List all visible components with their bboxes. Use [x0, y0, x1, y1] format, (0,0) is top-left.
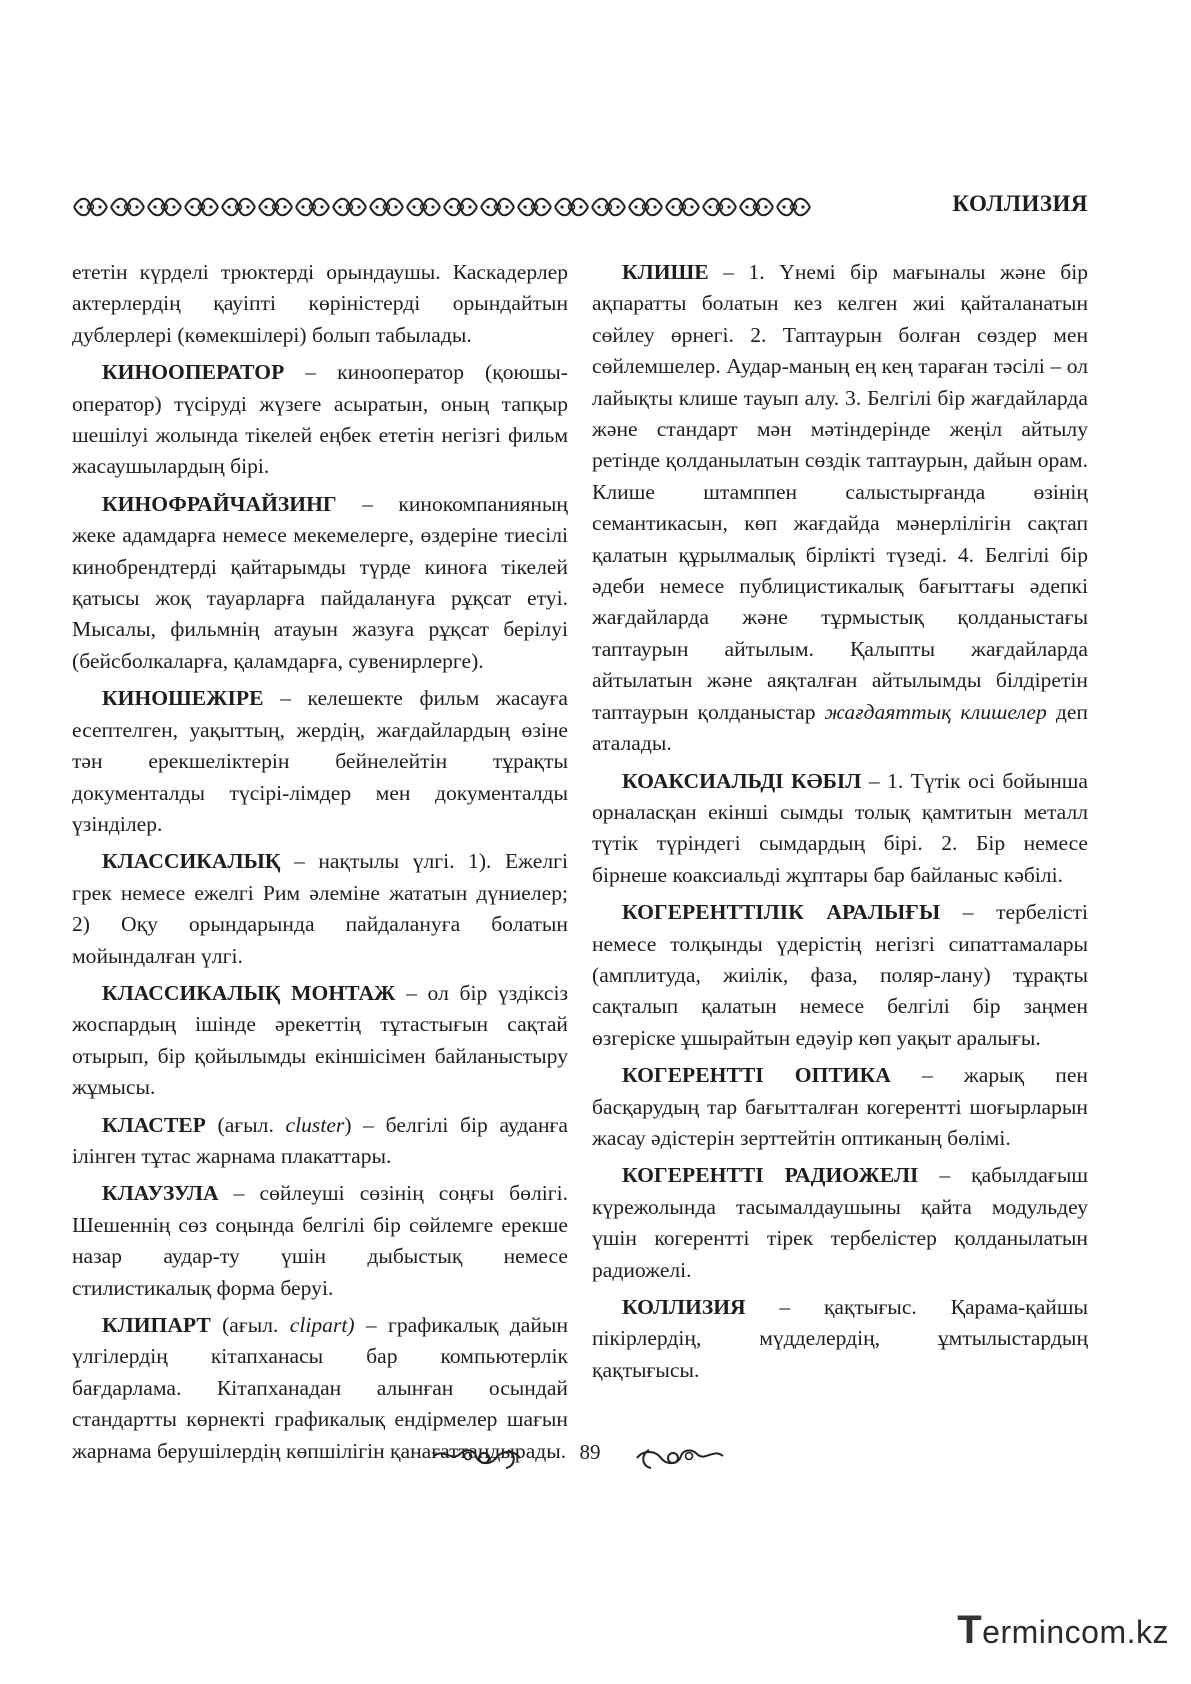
entry-text: (ағыл.	[205, 1112, 286, 1137]
entry-klassikalyk	[72, 846, 568, 972]
entry-text: деп аталады.	[592, 699, 1088, 756]
entry-italic: clipart)	[289, 1313, 355, 1337]
entry-text: – сөйлеуші сөзінің соңғы бөлігі. Шешеннің сөз соңында белгілі бір сөйлемге ерекше назар аудар-ту үшін дыбыстық немесе стилистикалық форма беруі.	[72, 1181, 568, 1300]
entry-term: КЛИПАРТ	[102, 1313, 211, 1337]
entry-continuation	[72, 257, 568, 351]
entry-text: – тербелісті немесе толқынды үдерістің негізгі сипаттамалары (амплитуда, жиілік, фаза, поляр-лану) тұрақты сақталып қалатын немесе белгілі бір заңмен өзгеріске ұшырайтын едәуір көп уақыт аралығы.	[592, 900, 1088, 1050]
entry-text: – кинокомпанияның жеке адамдарға немесе мекемелерге, өздеріне тиесілі кинобрендтерді қайтарымды түрде киноға тікелей қатысы жоқ тауарларға пайдалануға рұқсат етуі. Мысалы, фильмнің атауын жазуға рұқсат берілуі (бейсболкаларға, қаламдарға, сувенирлерге).	[72, 491, 568, 673]
header-ornament	[72, 193, 812, 221]
entry-kolliziya	[592, 1292, 1088, 1386]
entry-term: КИНОШЕЖІРЕ	[102, 686, 264, 711]
entry-kogerenttilik-aralygy	[592, 897, 1088, 1054]
entry-term: КОГЕРЕНТТІ ОПТИКА	[622, 1063, 891, 1088]
entry-text: – жарық пен басқарудың тар бағытталған когеренттi шоғырларын жасау әдістерін зерттейтін оптиканың бөлімі.	[592, 1063, 1088, 1150]
entry-term: КЛАСТЕР	[102, 1112, 206, 1137]
entry-term: КОЛЛИЗИЯ	[622, 1295, 746, 1319]
entry-klaster	[72, 1110, 568, 1173]
site-watermark	[957, 1608, 1169, 1653]
entry-klishe	[592, 257, 1088, 760]
entry-kinoshezhire	[72, 683, 568, 840]
entry-text: – қабылдағыш күрежолында тасымалдаушыны қайта модульдеу үшін когерентті тірек тербелістер қолданылатын радиожелі.	[592, 1163, 1088, 1282]
entry-term: КОГЕРЕНТТІЛІК АРАЛЫҒЫ	[622, 900, 941, 925]
entry-italic: жағдаяттық клишелер	[824, 699, 1047, 724]
entry-kinofranchising	[72, 489, 568, 677]
entry-term: КЛАССИКАЛЫҚ МОНТАЖ	[102, 980, 396, 1005]
entry-kogerentti-radiozheli	[592, 1160, 1088, 1286]
entry-kinooperator	[72, 357, 568, 483]
entry-term: КОГЕРЕНТТІ РАДИОЖЕЛІ	[622, 1163, 919, 1188]
left-column	[72, 257, 568, 1473]
entry-text: – ол бір үздіксіз жоспардың ішінде әрекеттің тұтастығын сақтай отырып, бір қойылымды екіншісімен байланыстыру жұмысы.	[72, 980, 568, 1100]
footer-flourish-right-icon	[633, 1444, 727, 1472]
entry-text: – 1. Үнемі бір мағыналы және бір ақпаратты болатын кез келген жиі қайталанатын сөйлеу өрнегі. 2. Таптаурын болған сөздер мен сөйлемшелер. Аудар-маның ең кең тараған тәсілі – ол лайықты клише тауып алу. 3. Белгілі бір жағдайларда және стандарт мән мәтіндерінде жеңіл айтылу ретінде қолданылатын сөздік таптаурын, дайын орам. Клише штамппен салыстырғанда өзінің семантикасын, көп жағдайда мәнерлілігін сақтап қалатын құрылмалық бірлікті түзеді. 4. Белгілі бір әдеби немесе публицистикалық бағыттағы әдепкі жағдайларда және тұрмыстық қолданыстағы таптаурын айтылым. Қалыпты жағдайларда айтылатын және аяқталған айтылымды білдіретін таптаурын қолданыстар	[592, 260, 1088, 724]
page-number: 89	[579, 1440, 601, 1464]
entry-text: – графикалық дайын үлгілердің кітапханасы бар компьютерлік бағдарлама. Кітапханадан алынған осындай стандартты көрнекті графикалық ендірмелер шағын жарнама берушілердің көпшілігін қанағаттандырады.	[72, 1313, 568, 1463]
entry-kogerentti-optika	[592, 1060, 1088, 1154]
entry-text: ) – белгілі бір ауданға ілінген тұтас жарнама плакаттары.	[72, 1112, 568, 1168]
entry-koaksialdi-kabil	[592, 766, 1088, 892]
watermark-text: ermincom.kz	[982, 1614, 1169, 1650]
entry-klassikalyk-montazh	[72, 978, 568, 1104]
entry-term: КОАКСИАЛЬДІ КӘБІЛ	[622, 768, 862, 793]
entry-term: КИНОФРАЙЧАЙЗИНГ	[102, 491, 337, 516]
running-header-title: КОЛЛИЗИЯ	[952, 191, 1088, 216]
entry-klauzula	[72, 1178, 568, 1304]
entry-term: КИНООПЕРАТОР	[102, 360, 285, 385]
entry-term: КЛИШЕ	[622, 260, 709, 284]
entry-text: – нақтылы үлгі. 1). Ежелгі грек немесе ежелгі Рим әлеміне жататын дүниелер; 2) Оқу орындарында пайдалануға болатын мойындалған үлгі.	[72, 849, 568, 968]
right-column	[592, 257, 1088, 1392]
entry-text: – кинооператор (қоюшы-оператор) түсіруді жүзеге асыратын, оның тапқыр шешілуі жолында тікелей еңбек ететін негізгі фильм жасаушылардың бірі.	[72, 360, 568, 479]
footer-flourish-left-icon	[430, 1444, 524, 1472]
entry-text: – келешекте фильм жасауға есептелген, уақыттың, жердің, жағдайлардың өзіне тән ерекшеліктерін бейнелейтін тұрақты документалды түсірі-лімдер мен документалды үзінділер.	[72, 686, 568, 836]
entry-text: – қақтығыс. Қарама-қайшы пікірлердің, мүдделердің, ұмтылыстардың қақтығысы.	[592, 1295, 1088, 1382]
watermark-lead-letter: T	[957, 1608, 983, 1652]
entry-text: (ағыл.	[210, 1313, 290, 1337]
page-footer	[0, 1438, 1191, 1478]
entry-italic: cluster	[285, 1112, 345, 1137]
entry-text: – 1. Түтік осі бойынша орналасқан екінші сымды толық қамтитын металл түтік түріндегі сымдардың бірі. 2. Бір немесе бірнеше коаксиальді жұптары бар байланыс кәбілі.	[592, 768, 1088, 887]
entry-term: КЛАУЗУЛА	[102, 1181, 219, 1206]
entry-term: КЛАССИКАЛЫҚ	[102, 849, 281, 874]
entry-text: ететін күрделі трюктерді орындаушы. Каскадерлер актерлердің қауіпті көріністерді орындайтын дублерлері (көмекшілері) болып табылады.	[72, 260, 568, 347]
